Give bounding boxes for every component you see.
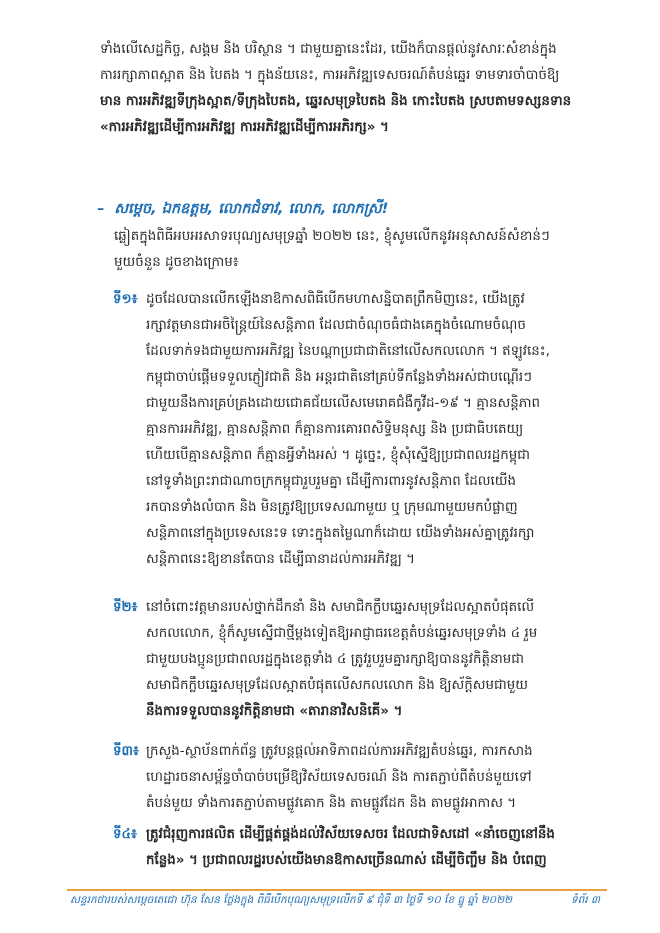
item-label: ទី៣៖ xyxy=(113,744,139,759)
page-footer xyxy=(70,894,600,909)
text-line: ដូចដែលបានលើកឡើងនាឱកាសពិធីបើកមហាសន្និបាតព្រឹកមិញនេះ, យើងត្រូវ xyxy=(146,292,525,307)
page-number: ទំព័រ ៣ xyxy=(571,894,600,906)
text-line: ឆ្លៀតក្នុងពិធីអបអរសាទរបុណ្យសមុទ្រឆ្នាំ ២០២២ នេះ, ខ្ញុំសូមលើកនូវអនុសាសន៍សំខាន់ៗ xyxy=(114,229,550,244)
intro-paragraph xyxy=(100,37,600,141)
item-label: ទី៤៖ xyxy=(113,827,137,842)
footer-text: សន្ទរកថារបស់សម្ដេចតេជោ ហ៊ុន សែន ថ្លែងក្នុង ពិធីបើកបុណ្យសមុទ្រលើកទី ៩ ជុំទី ៣ ថ្ងៃទី ១០ ខែ ធ្នូ ឆ្នាំ ២០២២ xyxy=(70,894,513,906)
item-label: ទី២៖ xyxy=(113,600,138,615)
text-line: រក្សាវត្តមានជាអចិន្ត្រៃយ៍នៃសន្តិភាព ដែលជាចំណុចធំជាងគេក្នុងចំណោមចំណុច xyxy=(146,318,526,333)
text-line: ត្រូវជំរុញការផលិត ដើម្បីផ្គត់ផ្គង់ដល់វិស័យទេសចរ ដែលជាទិសដៅ «នាំចេញនៅនឹង xyxy=(146,827,555,842)
text-line: កន្លែង» ។ ប្រជាពលរដ្ឋរបស់យើងមានឱកាសច្រើនណាស់ ដើម្បីចិញ្ចឹម និង បំពេញ xyxy=(146,853,547,868)
text-line: ក្រសួង-ស្ថាប័នពាក់ព័ន្ធ ត្រូវបន្តផ្ដល់អាទិភាពដល់ការអភិវឌ្ឍតំបន់ឆ្នេរ, ការកសាង xyxy=(146,744,533,759)
text-line: ជាមួយនឹងការគ្រប់គ្រងដោយជោគជ័យលើសមេរោគជំងឺកូវីដ-១៩ ។ គ្មានសន្តិភាព xyxy=(146,396,541,411)
text-line: ការរក្សាភាពស្អាត និង បៃតង ។ ក្នុងន័យនេះ, ការអភិវឌ្ឍទេសចរណ៍តំបន់ឆ្នេរ ទាមទារចាំបាច់ឱ្យ xyxy=(100,68,560,83)
recommendation-intro xyxy=(114,224,614,276)
text-line: រកបានទាំងលំបាក និង មិនត្រូវឱ្យប្រទេសណាមួយ ឬ ក្រុមណាមួយមកបំផ្លាញ xyxy=(146,500,518,515)
section-heading xyxy=(97,200,388,221)
item-label: ទី១៖ xyxy=(113,292,138,307)
footer-rule xyxy=(67,889,607,891)
text-line: សមាជិកក្លឹបឆ្នេរសមុទ្រដែលស្អាតបំផុតលើសកលលោក និង ឱ្យស័ក្តិសមជាមួយ xyxy=(146,678,528,693)
text-line: សន្តិភាពនេះឱ្យខានតែបាន ដើម្បីធានាដល់ការអភិវឌ្ឍ ។ xyxy=(146,552,415,567)
text-line: ដែលទាក់ទងជាមួយការអភិវឌ្ឍ នៃបណ្ដាប្រជាជាតិនៅលើសកលលោក ។ ឥឡូវនេះ, xyxy=(146,344,550,359)
text-line: មួយចំនួន ដូចខាងក្រោម៖ xyxy=(114,255,239,270)
heading-dash: – xyxy=(97,201,105,217)
text-line: សកលលោក, ខ្ញុំក៏សូមស្នើជាថ្មីម្ដងទៀតឱ្យអាជ្ញាធរខេត្តតំបន់ឆ្នេរសមុទ្រទាំង ៤ រួម xyxy=(146,626,538,641)
text-line: ទាំងលើសេដ្ឋកិច្ច, សង្គម និង បរិស្ថាន ។ ជាមួយគ្នានេះដែរ, យើងក៏បានផ្ដល់នូវសារៈសំខាន់ក្នុង xyxy=(100,42,557,57)
text-line: នឹងការទទួលបាននូវកិត្តិនាមជា «តារានាវិសនិគើ» ។ xyxy=(146,704,403,719)
text-line: មាន ការអភិវឌ្ឍទីក្រុងស្អាត/ទីក្រុងបៃតង, ឆ្នេរសមុទ្របៃតង និង កោះបៃតង ស្របតាមទស្សនទាន xyxy=(100,94,572,109)
text-line: នៅទូទាំងព្រះរាជាណាចក្រកម្ពុជារួបរួមគ្នា ដើម្បីការពារនូវសន្តិភាព ដែលយើង xyxy=(146,474,516,489)
heading-text: សម្ដេច, ឯកឧត្តម, លោកជំទាវ, លោក, លោកស្រី! xyxy=(114,201,389,217)
text-line: ហើយបើគ្មានសន្តិភាព ក៏គ្មានអ្វីទាំងអស់ ។ ដូច្នេះ, ខ្ញុំសុំស្នើឱ្យប្រជាពលរដ្ឋកម្ពុជា xyxy=(146,448,530,463)
text-line: គ្មានការអភិវឌ្ឍ, គ្មានសន្តិភាព ក៏គ្មានការគោរពសិទ្ធិមនុស្ស និង ប្រជាធិបតេយ្យ xyxy=(146,422,524,437)
text-line: នៅចំពោះវត្តមានរបស់ថ្នាក់ដឹកនាំ និង សមាជិកក្លឹបឆ្នេរសមុទ្រដែលស្អាតបំផុតលើ xyxy=(146,600,535,615)
text-line: កម្ពុជាចាប់ផ្ដើមទទួលភ្ញៀវជាតិ និង អន្តរជាតិនៅគ្រប់ទីកន្លែងទាំងអស់ជាបណ្ដើរៗ xyxy=(146,370,532,385)
text-line: តំបន់មួយ ទាំងការតភ្ជាប់តាមផ្លូវគោក និង តាមផ្លូវដែក និង តាមផ្លូវអាកាស ។ xyxy=(146,796,517,811)
text-line: សន្តិភាពនៅក្នុងប្រទេសនេះទ ទោះក្នុងតម្លៃណាក៏ដោយ យើងទាំងអស់គ្នាត្រូវរក្សា xyxy=(146,526,535,541)
text-line: ហេដ្ឋារចនាសម្ព័ន្ធចាំបាច់បម្រើឱ្យវិស័យទេសចរណ៍ និង ការតភ្ជាប់ពីតំបន់មួយទៅ xyxy=(146,770,532,785)
text-line: «ការអភិវឌ្ឍដើម្បីការអភិវឌ្ឍ ការអភិវឌ្ឍដើម្បីការអភិរក្ស» ។ xyxy=(100,120,389,135)
text-line: ជាមួយបងប្អូនប្រជាពលរដ្ឋក្នុងខេត្តទាំង ៤ ត្រូវរួបរួមគ្នារក្សាឱ្យបាននូវកិត្តិនាមជា xyxy=(146,652,524,667)
